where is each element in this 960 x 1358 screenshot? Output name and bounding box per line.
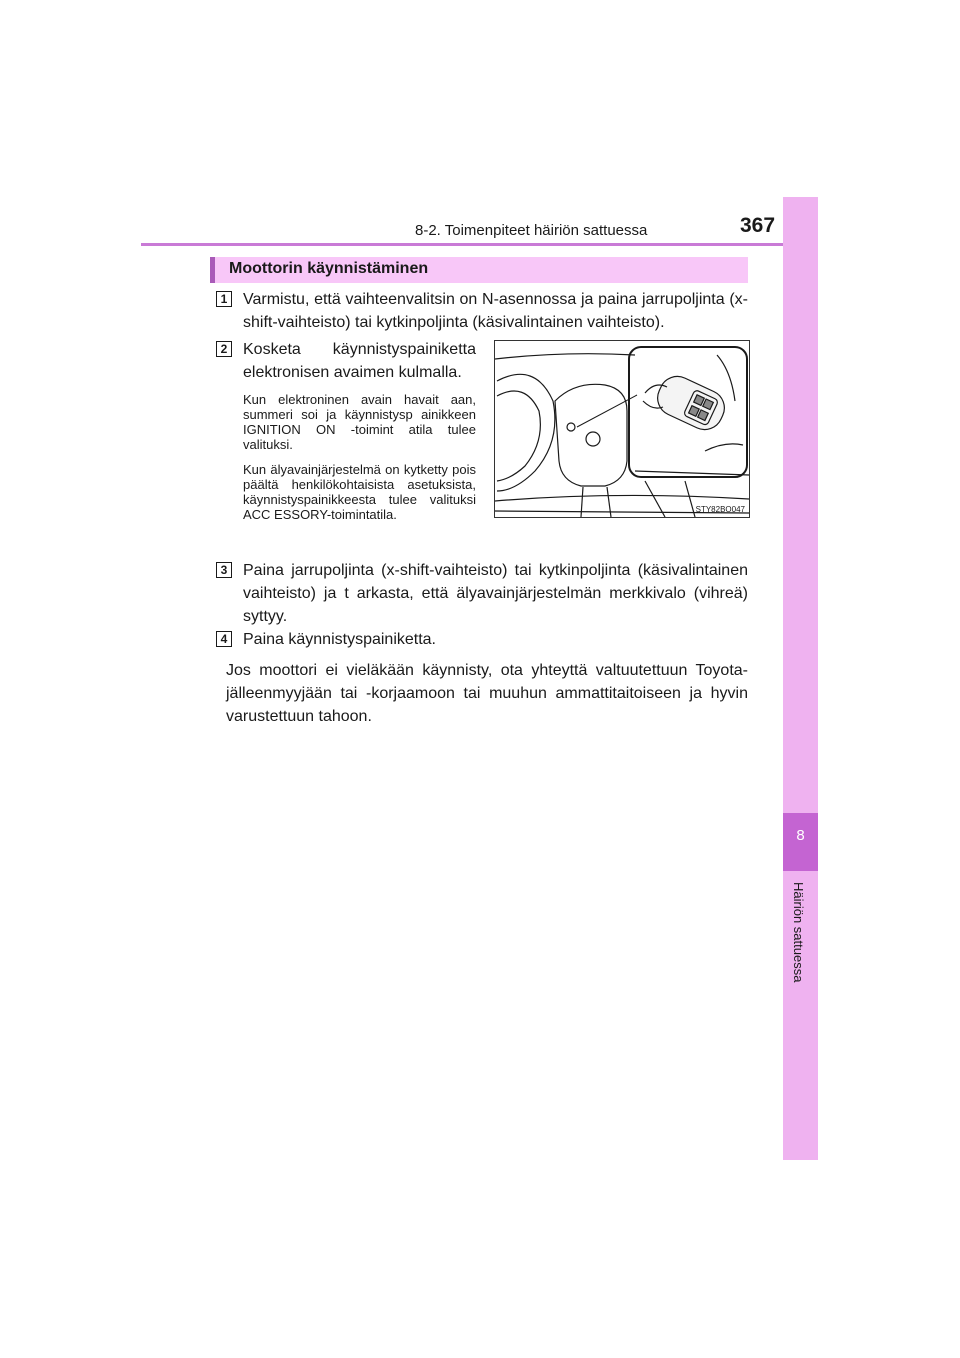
figure-code: STY82BO047 bbox=[695, 505, 745, 514]
step-4-marker: 4 bbox=[216, 631, 232, 647]
header-divider bbox=[141, 243, 818, 246]
step-1-marker: 1 bbox=[216, 291, 232, 307]
chapter-number: 8 bbox=[796, 827, 805, 844]
section-heading-bar bbox=[210, 257, 748, 283]
step-1-text: Varmistu, että vaihteenvalitsin on N-asennossa ja paina jarrupoljinta (x-shift-vaihteisto) tai kytkinpoljinta (käsivalintainen vaihteisto). bbox=[243, 291, 748, 331]
step-3-marker: 3 bbox=[216, 562, 232, 578]
illustration-key-touch bbox=[494, 340, 750, 518]
dashboard-key-illustration bbox=[495, 341, 749, 517]
chapter-label: Häiriön sattuessa bbox=[791, 882, 806, 983]
page-number: 367 bbox=[740, 214, 776, 237]
closing-paragraph: Jos moottori ei vieläkään käynnisty, ota yhteyttä valtuutettuun Toyota-jälleenmyyjään tai -korjaamoon tai muuhun ammattitaitoiseen ja hyvin varustettuun tahoon. bbox=[226, 662, 748, 725]
section-title: 8-2. Toimenpiteet häiriön sattuessa bbox=[415, 222, 648, 239]
chapter-side-tab bbox=[783, 197, 818, 1160]
step-4-text: Paina käynnistyspainiketta. bbox=[243, 631, 436, 648]
step-2-note-2: Kun älyavainjärjestelmä on kytketty pois päältä henkilökohtaisista asetuksista, käynnistyspainikkeesta tulee valituksi ACC ESSORY-toimintatila. bbox=[243, 462, 476, 522]
step-2-note-1: Kun elektroninen avain havait aan, summeri soi ja käynnistysp ainikkeen IGNITION ON -toimint atila tulee valituksi. bbox=[243, 392, 476, 452]
section-heading: Moottorin käynnistäminen bbox=[229, 260, 429, 277]
step-2-text: Kosketa käynnistyspainiketta elektronisen avaimen kulmalla. bbox=[243, 341, 476, 381]
step-3-text: Paina jarrupoljinta (x-shift-vaihteisto) tai kytkinpoljinta (käsivalintainen vaihteisto) ja t arkasta, että älyavainjärjestelmän merkkivalo (vihreä) syttyy. bbox=[243, 562, 748, 625]
step-2-marker: 2 bbox=[216, 341, 232, 357]
